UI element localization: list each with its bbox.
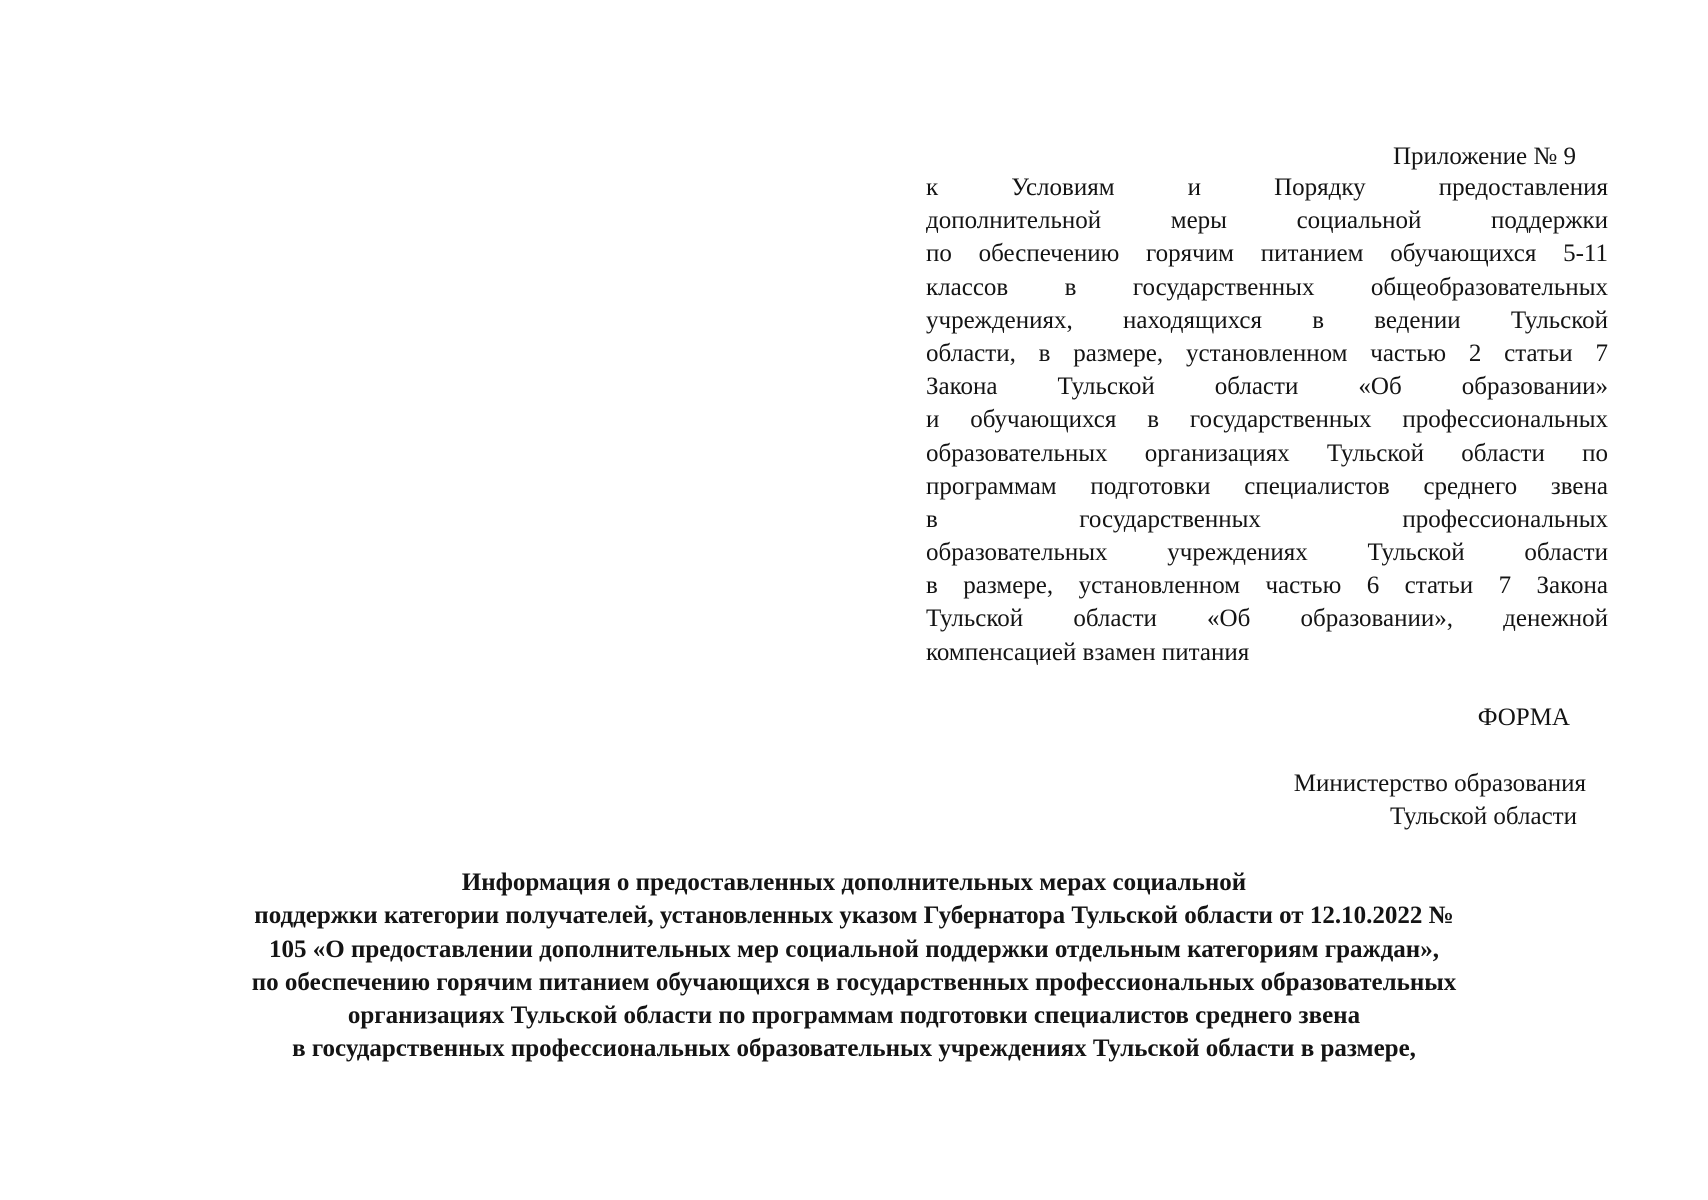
- heading-line: в государственных профессиональных образовательных учреждениях Тульской области в размере,: [292, 1035, 1416, 1063]
- info-heading: [150, 866, 1558, 1066]
- form-label: ФОРМА: [1477, 704, 1570, 731]
- appendix-line: области, в размере, установленном частью 2 статьи 7: [926, 339, 1608, 367]
- appendix-text: [926, 171, 1608, 669]
- heading-line: 105 «О предоставлении дополнительных мер социальной поддержки отдельным категориям граждан»,: [269, 935, 1439, 963]
- appendix-line: классов в государственных общеобразовательных: [926, 273, 1608, 301]
- appendix-line: в размере, установленном частью 6 статьи 7 Закона: [926, 572, 1608, 600]
- heading-line: по обеспечению горячим питанием обучающихся в государственных профессиональных образовательных: [251, 968, 1457, 996]
- appendix-line: компенсацией взамен питания: [926, 638, 1250, 666]
- recipient-block: [1180, 767, 1586, 833]
- heading-line: поддержки категории получателей, установленных указом Губернатора Тульской области от 12.10.2022 №: [254, 902, 1454, 930]
- appendix-line: программам подготовки специалистов среднего звена: [926, 472, 1608, 500]
- heading-line: Информация о предоставленных дополнительных мерах социальной: [461, 869, 1247, 896]
- appendix-line: Закона Тульской области «Об образовании»: [926, 373, 1608, 401]
- appendix-line: дополнительной меры социальной поддержки: [926, 207, 1608, 235]
- appendix-line: учреждениях, находящихся в ведении Тульской: [926, 306, 1608, 334]
- appendix-line: и обучающихся в государственных профессиональных: [926, 406, 1608, 434]
- recipient-line-2: Тульской области: [1390, 803, 1577, 830]
- appendix-line: в государственных профессиональных: [926, 505, 1608, 533]
- appendix-line: к Условиям и Порядку предоставления: [926, 174, 1608, 201]
- heading-line: организациях Тульской области по программам подготовки специалистов среднего звена: [347, 1002, 1361, 1030]
- appendix-line: образовательных учреждениях Тульской области: [926, 539, 1608, 567]
- appendix-line: по обеспечению горячим питанием обучающихся 5-11: [926, 240, 1608, 268]
- appendix-line: Тульской области «Об образовании», денежной: [926, 605, 1608, 633]
- appendix-title: Приложение № 9: [1392, 143, 1576, 170]
- recipient-line-1: Министерство образования: [1293, 770, 1586, 797]
- appendix-line: образовательных организациях Тульской области по: [926, 439, 1608, 467]
